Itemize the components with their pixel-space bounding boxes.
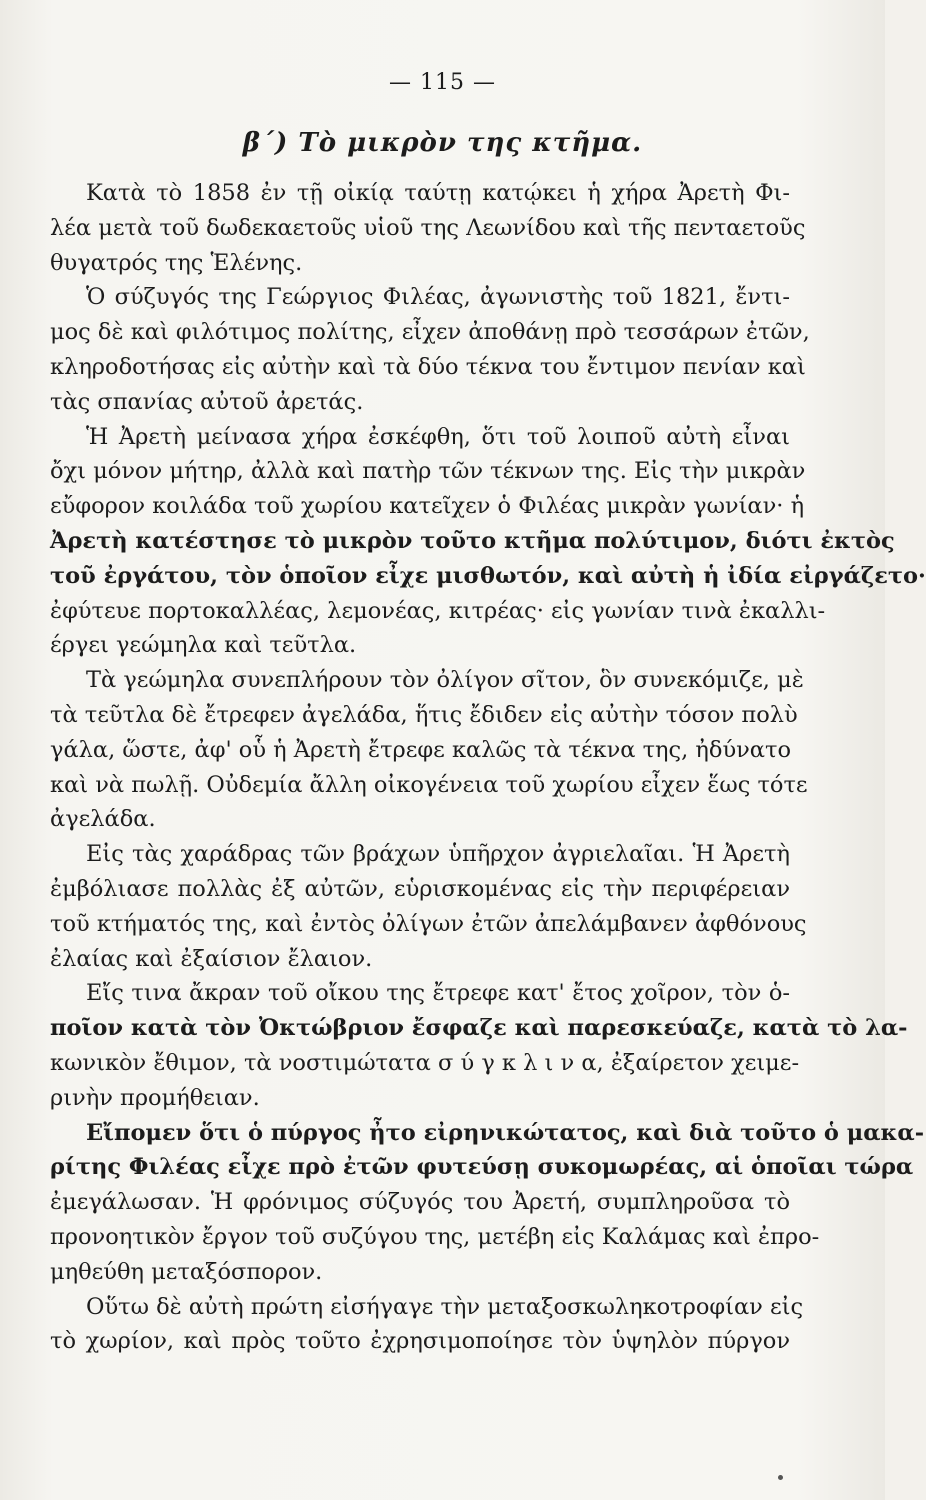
text-line: γάλα, ὥστε, ἀφ' οὗ ἡ Ἀρετὴ ἔτρεφε καλῶς τὰ τέκνα της, ἠδύνατο — [50, 736, 791, 763]
text-line: κωνικὸν ἔθιμον, τὰ νοστιμώτατα σ ύ γ κ λ ι ν α, ἐξαίρετον χειμε- — [50, 1049, 800, 1076]
text-line: θυγατρός της Ἑλένης. — [50, 249, 303, 276]
text-line: μηθεύθη μεταξόσπορον. — [50, 1258, 323, 1285]
body-text — [50, 176, 926, 1359]
page-number: — 115 — — [389, 70, 496, 95]
text-line: μος δὲ καὶ φιλότιμος πολίτης, εἶχεν ἀποθάνῃ πρὸ τεσσάρων ἐτῶν, — [50, 319, 810, 346]
text-line: προνοητικὸν ἔργον τοῦ συζύγου της, μετέβη εἰς Καλάμας καὶ ἐπρο- — [50, 1223, 820, 1250]
text-line: Τὰ γεώμηλα συνεπλήρουν τὸν ὀλίγον σῖτον, ὃν συνεκόμιζε, μὲ — [86, 667, 804, 694]
text-line: Ὁ σύζυγός της Γεώργιος Φιλέας, ἀγωνιστὴς τοῦ 1821, ἔντι- — [86, 284, 790, 311]
text-line: ὄχι μόνον μήτηρ, ἀλλὰ καὶ πατὴρ τῶν τέκνων της. Εἰς τὴν μικρὰν — [50, 458, 806, 485]
text-line: ἐλαίας καὶ ἐξαίσιον ἔλαιον. — [50, 945, 373, 972]
text-line: τὰ τεῦτλα δὲ ἔτρεφεν ἀγελάδα, ἥτις ἔδιδεν εἰς αὐτὴν τόσον πολὺ — [50, 701, 798, 728]
text-line: ποῖον κατὰ τὸν Ὀκτώβριον ἔσφαζε καὶ παρεσκεύαζε, κατὰ τὸ λα- — [50, 1015, 908, 1042]
text-line: ρίτης Φιλέας εἶχε πρὸ ἐτῶν φυτεύσῃ συκομωρέας, αἱ ὁποῖαι τώρα — [50, 1154, 914, 1181]
text-line: Ἡ Ἀρετὴ μείνασα χήρα ἐσκέφθη, ὅτι τοῦ λοιποῦ αὐτὴ εἶναι — [86, 423, 790, 450]
text-line: κληροδοτήσας εἰς αὐτὴν καὶ τὰ δύο τέκνα του ἔντιμον πενίαν καὶ — [50, 353, 806, 380]
text-line: τὰς σπανίας αὐτοῦ ἀρετάς. — [50, 388, 364, 415]
text-line: εὔφορον κοιλάδα τοῦ χωρίου κατεῖχεν ὁ Φιλέας μικρὰν γωνίαν· ἡ — [50, 493, 805, 520]
text-line: τοῦ κτήματός της, καὶ ἐντὸς ὀλίγων ἐτῶν ἀπελάμβανεν ἀφθόνους — [50, 910, 807, 937]
text-line: τὸ χωρίον, καὶ πρὸς τοῦτο ἐχρησιμοποίησε τὸν ὑψηλὸν πύργον — [50, 1328, 790, 1355]
text-line: ἐμβόλιασε πολλὰς ἐξ αὐτῶν, εὑρισκομένας εἰς τὴν περιφέρειαν — [50, 875, 790, 902]
text-line: ἐμεγάλωσαν. Ἡ φρόνιμος σύζυγός του Ἀρετή, συμπληροῦσα τὸ — [50, 1189, 790, 1216]
section-heading: β΄) Τὸ μικρὸν της κτῆμα. — [242, 128, 643, 158]
text-line: Εἴπομεν ὅτι ὁ πύργος ἦτο εἰρηνικώτατος, καὶ διὰ τοῦτο ὁ μακα- — [86, 1119, 925, 1146]
text-line: ἀγελάδα. — [50, 806, 156, 833]
ink-dot — [778, 1475, 783, 1480]
text-line: ἐφύτευε πορτοκαλλέας, λεμονέας, κιτρέας· εἰς γωνίαν τινὰ ἐκαλλι- — [50, 597, 826, 624]
text-line: έργει γεώμηλα καὶ τεῦτλα. — [50, 632, 357, 659]
text-line: Εἰς τὰς χαράδρας τῶν βράχων ὑπῆρχον ἀγριελαῖαι. Ἡ Ἀρετὴ — [86, 841, 790, 868]
text-line: τοῦ ἐργάτου, τὸν ὁποῖον εἶχε μισθωτόν, καὶ αὐτὴ ἡ ἰδία εἰργάζετο· — [50, 562, 926, 589]
text-line: Εἴς τινα ἄκραν τοῦ οἴκου της ἔτρεφε κατ' ἔτος χοῖρον, τὸν ὁ- — [86, 980, 790, 1007]
text-line: ρινὴν προμήθειαν. — [50, 1084, 260, 1111]
text-line: Ἀρετὴ κατέστησε τὸ μικρὸν τοῦτο κτῆμα πολύτιμον, διότι ἐκτὸς — [50, 527, 895, 554]
text-line: λέα μετὰ τοῦ δωδεκαετοῦς υἱοῦ της Λεωνίδου καὶ τῆς πενταετοῦς — [50, 214, 806, 241]
text-line: καὶ νὰ πωλῇ. Οὐδεμία ἄλλη οἰκογένεια τοῦ χωρίου εἶχεν ἕως τότε — [50, 771, 808, 798]
text-line: Κατὰ τὸ 1858 ἐν τῇ οἰκίᾳ ταύτῃ κατῴκει ἡ χήρα Ἀρετὴ Φι- — [86, 180, 790, 206]
text-line: Οὕτω δὲ αὐτὴ πρώτη εἰσήγαγε τὴν μεταξοσκωληκοτροφίαν εἰς — [86, 1293, 804, 1320]
